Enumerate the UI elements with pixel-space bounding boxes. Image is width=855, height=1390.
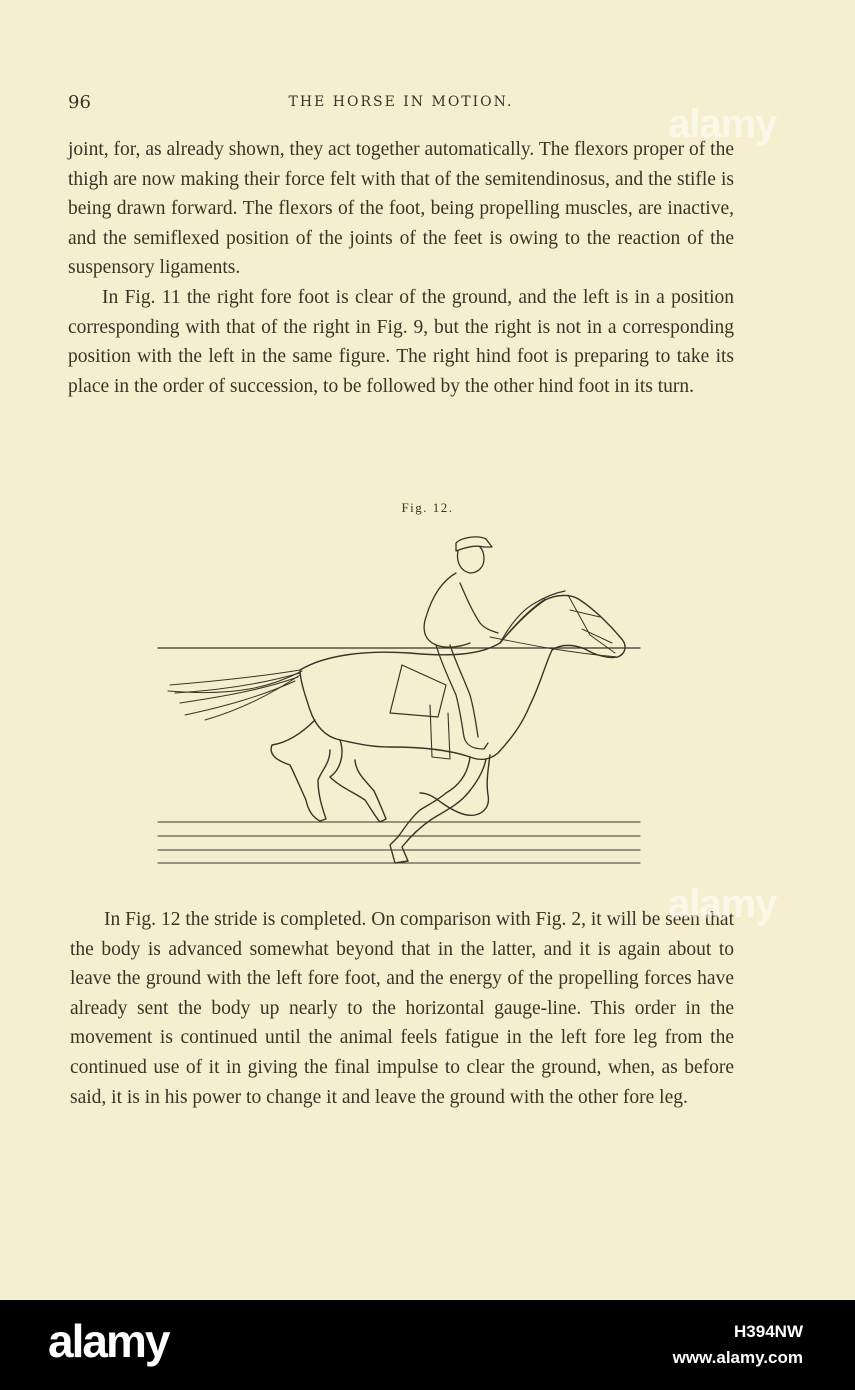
- running-title: THE HORSE IN MOTION.: [288, 94, 514, 110]
- alamy-logo: alamy: [48, 1315, 169, 1367]
- page-number: 96: [68, 92, 91, 113]
- body-text-bottom: [70, 905, 734, 1112]
- horse-mane: [500, 591, 565, 643]
- jockey-torso: [424, 573, 470, 647]
- jockey-head: [458, 547, 485, 573]
- watermark: alamy: [668, 882, 777, 926]
- horse-fore-leg: [420, 755, 490, 815]
- horse-tail: [168, 670, 302, 720]
- watermark: alamy: [668, 102, 777, 146]
- body-text-top: [68, 135, 734, 401]
- stock-footer-bar: [0, 1300, 855, 1390]
- paragraph: joint, for, as already shown, they act together automatically. The flexors proper of the thigh are now making their force felt with that of the semitendinosus, and the stifle is being drawn forward. The flexors of the foot, being propelling muscles, are inactive, and the semiflexed position of the joints of the feet is owing to the reaction of the suspensory ligaments.: [68, 139, 734, 279]
- footer-url: www.alamy.com: [672, 1348, 803, 1367]
- jockey-leg: [436, 645, 488, 749]
- figure-caption: Fig. 12.: [401, 500, 454, 515]
- horse-hind-leg: [330, 740, 386, 822]
- horse-rider-illustration: [150, 525, 650, 875]
- paragraph: In Fig. 12 the stride is completed. On comparison with Fig. 2, it will be seen that the body is advanced somewhat beyond that in the latter, and it is again about to leave the ground with the left fore foot, and the energy of the propelling forces have already sent the body up nearly to the horizontal gauge-line. This order in the movement is continued until the animal feels fatigue in the left fore leg from the continued use of it in giving the final impulse to clear the ground, when, as before said, it is in his power to change it and leave the ground with the other fore leg.: [70, 909, 734, 1108]
- jockey-cap: [456, 537, 492, 551]
- paragraph: In Fig. 11 the right fore foot is clear of the ground, and the left is in a position corresponding with that of the right in Fig. 9, but the right is not in a corresponding position with the left in the same figure. The right hind foot is preparing to take its place in the order of succession, to be followed by the other hind foot in its turn.: [68, 286, 734, 397]
- image-id: H394NW: [734, 1322, 803, 1341]
- page-header: [68, 92, 734, 116]
- jockey-arm: [460, 583, 498, 633]
- horse-fore-leg: [390, 757, 486, 863]
- horse-hind-leg: [271, 720, 330, 821]
- saddle: [390, 665, 446, 717]
